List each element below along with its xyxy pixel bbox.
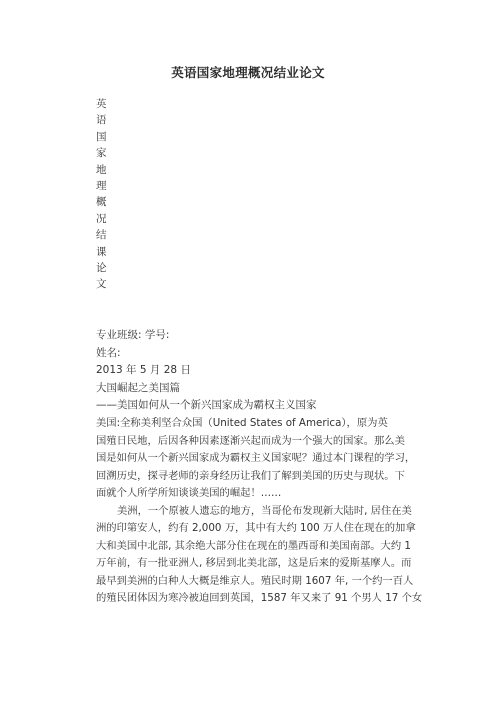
vertical-char: 况 — [96, 212, 107, 225]
vertical-char: 论 — [96, 261, 107, 274]
vertical-char: 理 — [96, 179, 107, 192]
vertical-char: 国 — [96, 130, 107, 143]
vertical-char: 家 — [96, 147, 107, 160]
paragraph-line: 面就个人所学所知谈谈美国的崛起！…… — [96, 487, 282, 499]
essay-body — [96, 415, 436, 608]
paragraph-line: 美洲，一个原被人遗忘的地方，当哥伦布发现新大陆时, 居住在美 — [117, 504, 412, 517]
paragraph-line: 国殖日民地，后因各种因素逐渐兴起而成为一个强大的国家。那么美 — [96, 434, 405, 447]
paragraph-line: 国是如何从一个新兴国家成为霸权主义国家呢？通过本门课程的学习， — [96, 452, 416, 464]
paragraph-line: 的殖民团体因为寒冷被迫回到英国，1587 年又来了 91 个男人 17 个女 — [96, 592, 423, 604]
paragraph-line: 美国:全称美利坚合众国（United States of America），原为英 — [96, 417, 388, 429]
document-meta — [96, 327, 317, 415]
vertical-char: 地 — [96, 163, 107, 176]
paragraph-line: 洲的印第安人，约有 2,000 万，其中有大约 100 万人住在现在的加拿 — [96, 522, 416, 534]
date-line: 2013 年 5 月 28 日 — [96, 364, 191, 376]
vertical-char: 语 — [96, 114, 107, 127]
vertical-char: 英 — [96, 98, 107, 110]
paragraph-line: 大和美国中北部, 其余绝大部分住在现在的墨西哥和美国南部。大约 1 — [96, 539, 411, 552]
document-title: 英语国家地理概况结业论文 — [171, 65, 325, 80]
vertical-char: 文 — [96, 278, 107, 291]
vertical-char: 概 — [96, 196, 107, 209]
class-id-line: 专业班级: 学号: — [96, 329, 170, 341]
vertical-char: 课 — [96, 245, 107, 258]
essay-heading: 大国崛起之美国篇 — [96, 381, 180, 394]
paragraph-line: 回溯历史，探寻老师的亲身经历让我们了解到美国的历史与现状。下 — [96, 469, 405, 482]
name-line: 姓名: — [96, 346, 121, 359]
vertical-char: 结 — [96, 229, 107, 242]
essay-subheading: ——美国如何从一个新兴国家成为霸权主义国家 — [96, 399, 317, 411]
vertical-title — [96, 96, 116, 293]
paragraph-line: 万年前，有一批亚洲人, 移居到北美北部，这是后来的爱斯基摩人。而 — [96, 557, 412, 569]
paragraph-line: 最早到美洲的白种人大概是维京人。殖民时期 1607 年, 一个约一百人 — [96, 574, 414, 587]
